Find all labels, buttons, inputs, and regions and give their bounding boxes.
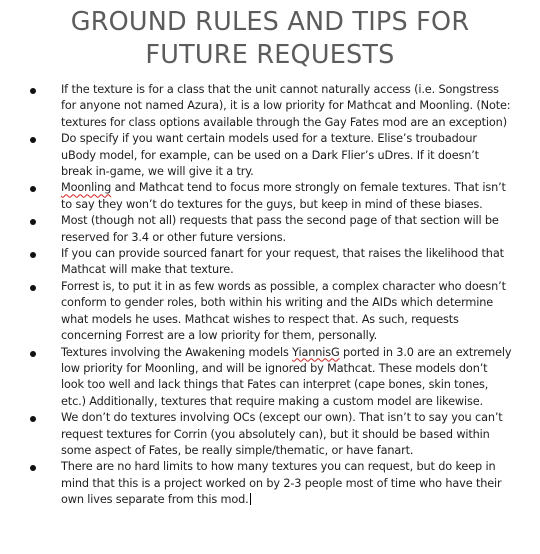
rule-text: We don’t do textures involving OCs (except our own). That isn’t to say you can’t request textures for Corrin (you absolutely can), but it should be based within some aspect of Fates, be really simple/thematic, or have fanart. [61, 411, 503, 457]
rule-text-before: Textures involving the Awakening models [61, 345, 293, 359]
rule-item [0, 131, 540, 180]
rule-text: and Mathcat tend to focus more strongly on female textures. That isn’t to say they won’t do textures for the guys, but keep in mind of these biases. [61, 181, 506, 211]
rule-item [0, 213, 540, 246]
rule-text[interactable]: There are no hard limits to how many textures you can request, but do keep in mind that this is a project worked on by 2-3 people most of time who have their own lives separate from this mod. [61, 460, 502, 507]
rule-text-after: ported in 3.0 are an extremely low priority for Moonling, and will be ignored by Mathcat. These models don’t look too well and lack things that Fates can interpret (cape bones, skin tones, etc.) Additionally, textures that require making a custom model are likewise. [61, 345, 512, 408]
bullet-icon [30, 137, 36, 143]
spellcheck-flagged-word: Moonling [61, 181, 112, 195]
bullet-icon [30, 416, 36, 422]
text-cursor [250, 493, 251, 505]
document-title [0, 0, 540, 72]
bullet-icon [30, 88, 36, 94]
rule-text: Most (though not all) requests that pass the second page of that section will be reserved for 3.4 or other future versions. [61, 214, 499, 244]
bullet-icon [30, 219, 36, 225]
bullet-icon [30, 252, 36, 258]
rule-item [0, 246, 540, 279]
rule-text: If the texture is for a class that the unit cannot naturally access (i.e. Songstress for anyone not named Azura), it is a low priority for Mathcat and Moonling. (Note: textures for class options available through the Gay Fates mod are an exception) [61, 83, 511, 129]
spellcheck-flagged-word: YiannisG [292, 345, 340, 359]
rule-item [0, 410, 540, 459]
rule-text: Forrest is, to put it in as few words as possible, a complex character who doesn’t conform to gender roles, both within his writing and the AIDs which determine what models he uses. Mathcat wishes to respect that. As such, requests concerning Forrest are a low priority for them, personally. [61, 279, 506, 343]
rule-item [0, 82, 540, 131]
rule-item [0, 279, 540, 345]
title-line-1: GROUND RULES AND TIPS FOR [70, 7, 470, 37]
rule-text: If you can provide sourced fanart for your request, that raises the likelihood that Mathcat will make that texture. [61, 247, 504, 277]
rule-item [0, 180, 540, 213]
rules-list [0, 82, 540, 509]
bullet-icon [30, 351, 36, 357]
rule-item[interactable] [0, 459, 540, 508]
rule-item [0, 345, 540, 411]
bullet-icon [30, 465, 36, 471]
rule-text: Do specify if you want certain models used for a texture. Elise’s troubadour uBody model, for example, can be used on a Dark Flier’s uDres. If it doesn’t break in-game, we will give it a try. [61, 132, 479, 179]
title-line-2: FUTURE REQUESTS [145, 40, 395, 70]
bullet-icon [30, 186, 36, 192]
bullet-icon [30, 285, 36, 291]
